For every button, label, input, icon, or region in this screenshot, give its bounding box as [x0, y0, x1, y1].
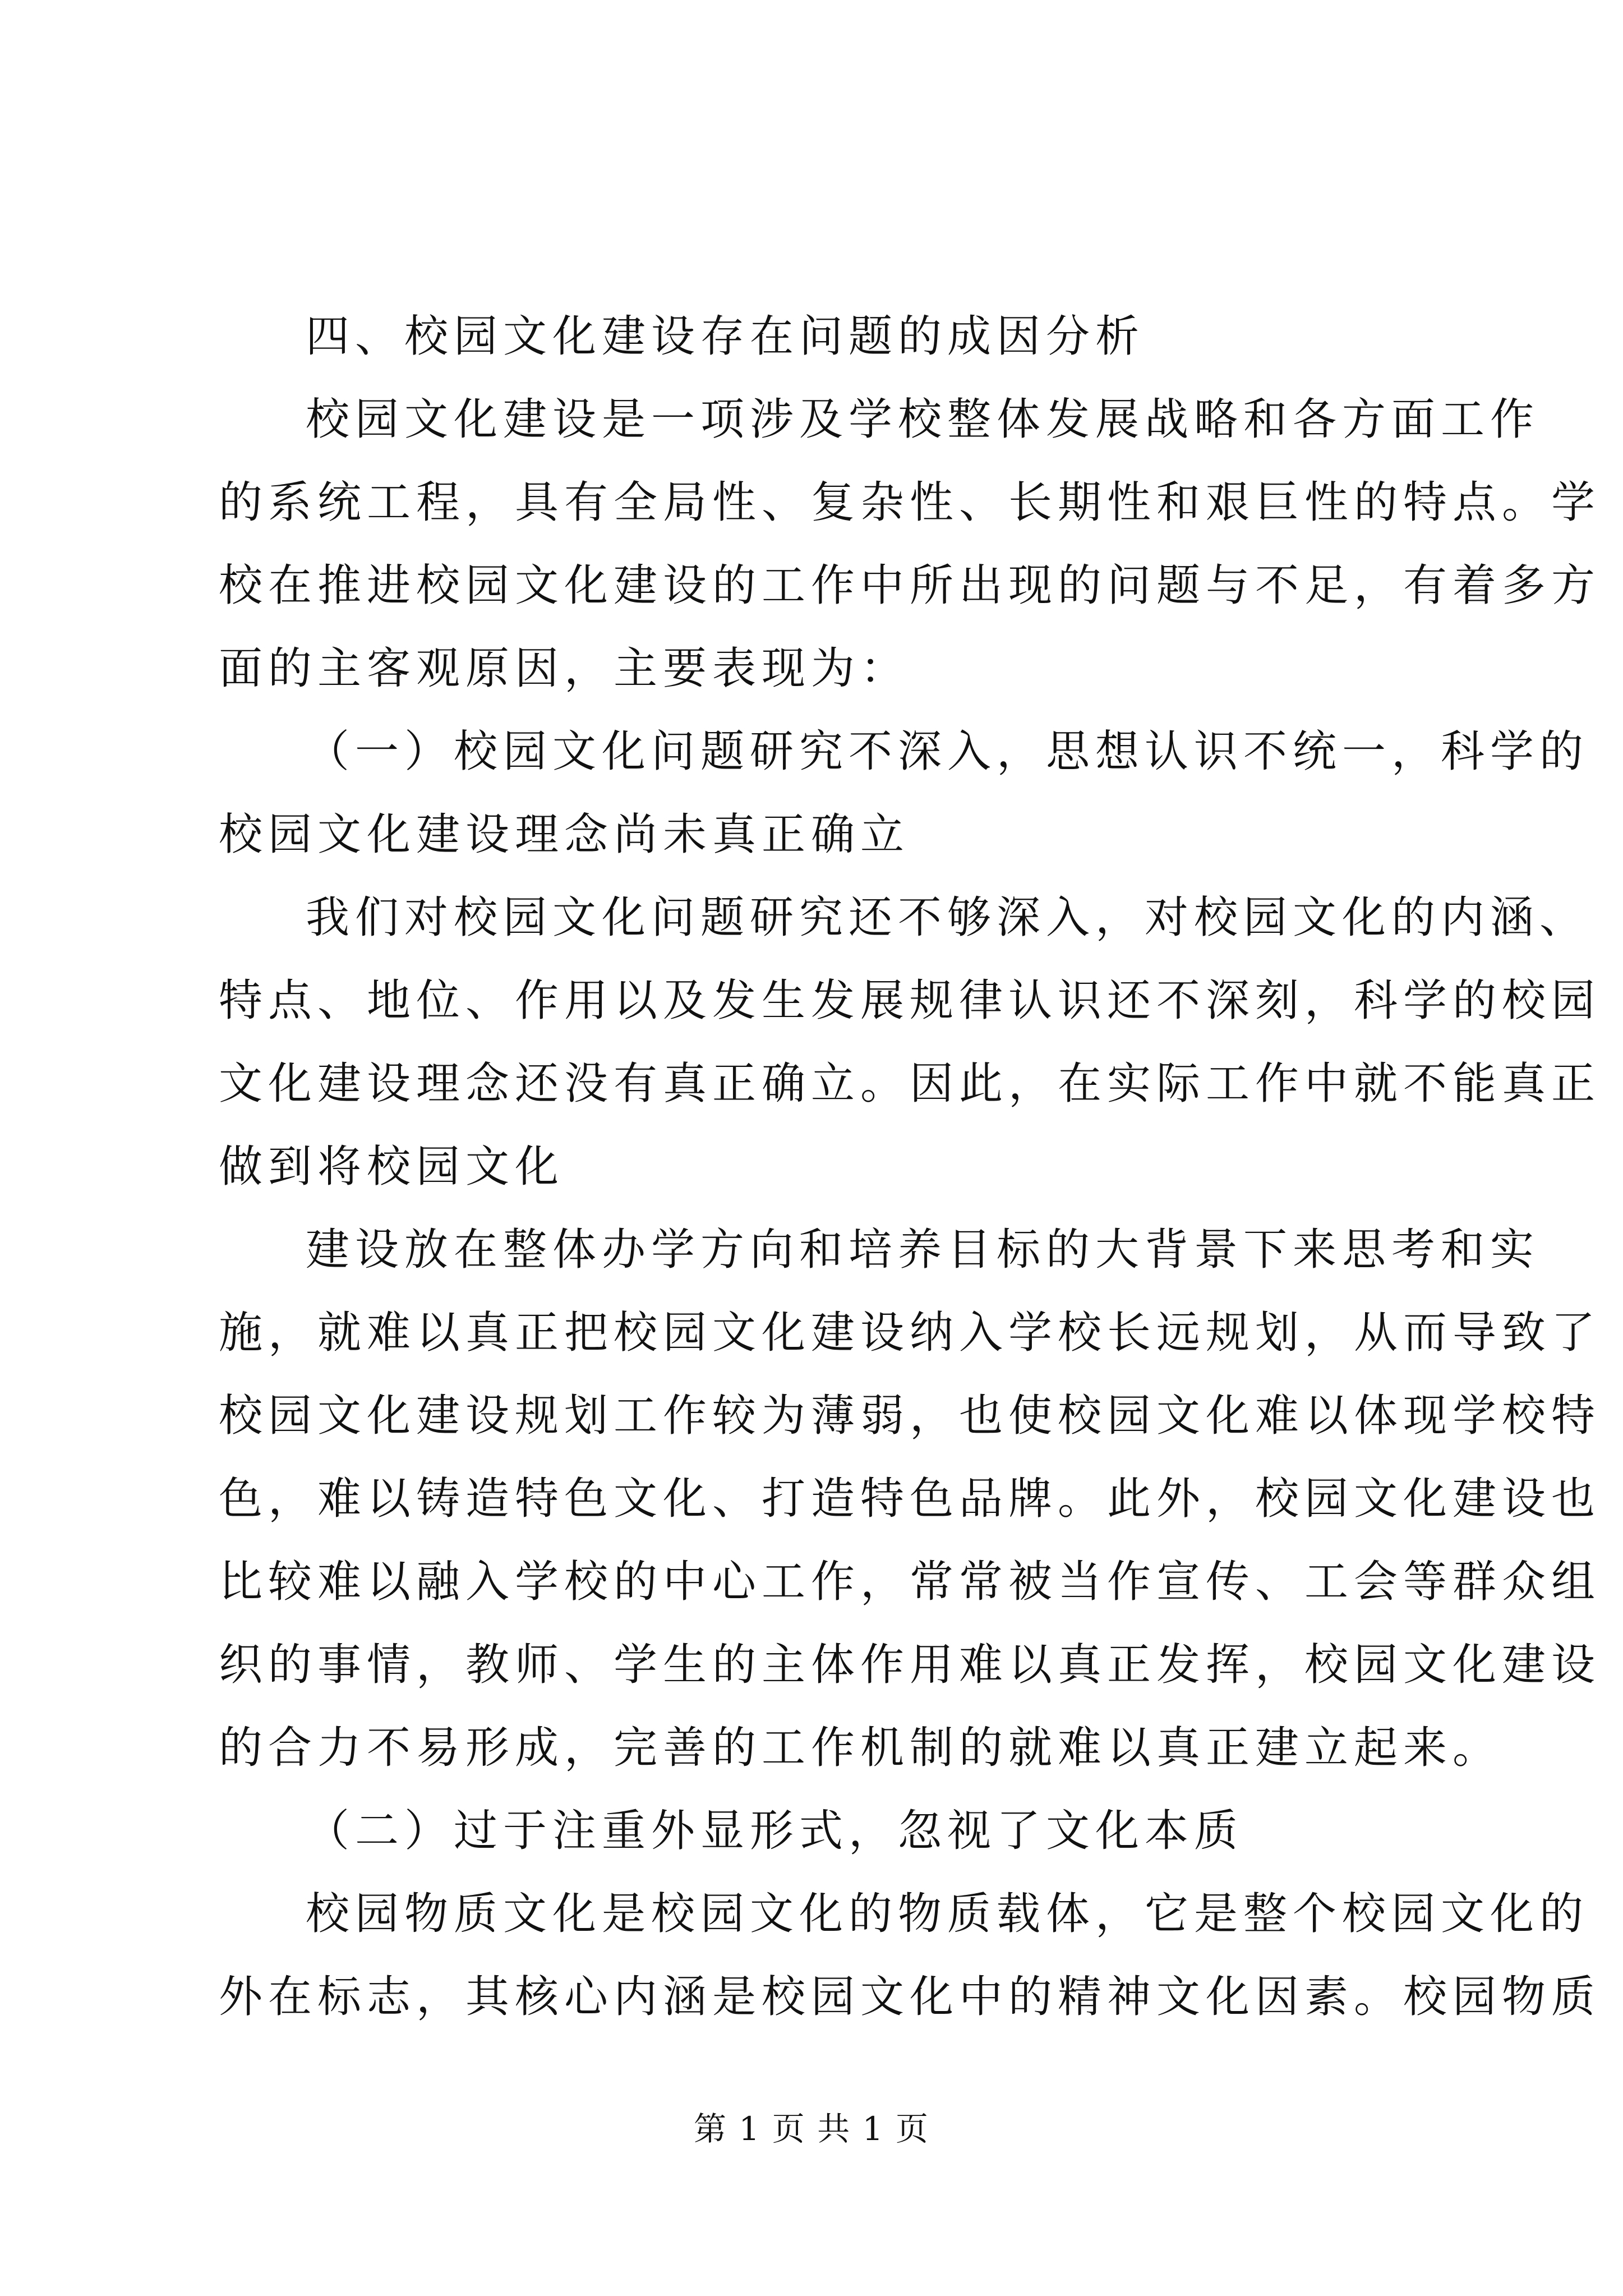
body-text-line: 面的主客观原因，主要表现为： — [219, 643, 910, 694]
body-text-line: 校在推进校园文化建设的工作中所出现的问题与不足，有着多方 — [219, 560, 1601, 611]
body-text-line: 校园文化建设是一项涉及学校整体发展战略和各方面工作 — [306, 394, 1540, 445]
body-text-line: 织的事情，教师、学生的主体作用难以真正发挥，校园文化建设 — [219, 1640, 1601, 1690]
body-text-line: 特点、地位、作用以及发生发展规律认识还不深刻，科学的校园 — [219, 976, 1601, 1026]
body-text-line: 我们对校园文化问题研究还不够深入，对校园文化的内涵、 — [306, 892, 1589, 943]
body-text-line: 比较难以融入学校的中心工作，常常被当作宣传、工会等群众组 — [219, 1557, 1601, 1607]
section-heading: 四、校园文化建设存在问题的成因分析 — [306, 311, 1145, 362]
body-text-line: 校园物质文化是校园文化的物质载体，它是整个校园文化的 — [306, 1889, 1589, 1939]
body-text-line: 的合力不易形成，完善的工作机制的就难以真正建立起来。 — [219, 1723, 1502, 1773]
body-text-line: 施，就难以真正把校园文化建设纳入学校长远规划，从而导致了 — [219, 1308, 1601, 1358]
body-text-line: 建设放在整体办学方向和培养目标的大背景下来思考和实 — [306, 1225, 1540, 1275]
subsection-heading-continued: 校园文化建设理念尚未真正确立 — [219, 809, 910, 860]
body-text-line: 色，难以铸造特色文化、打造特色品牌。此外，校园文化建设也 — [219, 1474, 1601, 1524]
page-footer: 第 1 页 共 1 页 — [694, 2110, 929, 2148]
body-text-line: 的系统工程，具有全局性、复杂性、长期性和艰巨性的特点。学 — [219, 477, 1601, 528]
subsection-heading: （二）过于注重外显形式，忽视了文化本质 — [306, 1806, 1244, 1856]
body-text-line: 校园文化建设规划工作较为薄弱，也使校园文化难以体现学校特 — [219, 1391, 1601, 1441]
subsection-heading: （一）校园文化问题研究不深入，思想认识不统一，科学的 — [306, 726, 1589, 777]
body-text-line: 做到将校园文化 — [219, 1142, 565, 1192]
body-text-line: 外在标志，其核心内涵是校园文化中的精神文化因素。校园物质 — [219, 1972, 1601, 2022]
body-text-line: 文化建设理念还没有真正确立。因此，在实际工作中就不能真正 — [219, 1059, 1601, 1109]
